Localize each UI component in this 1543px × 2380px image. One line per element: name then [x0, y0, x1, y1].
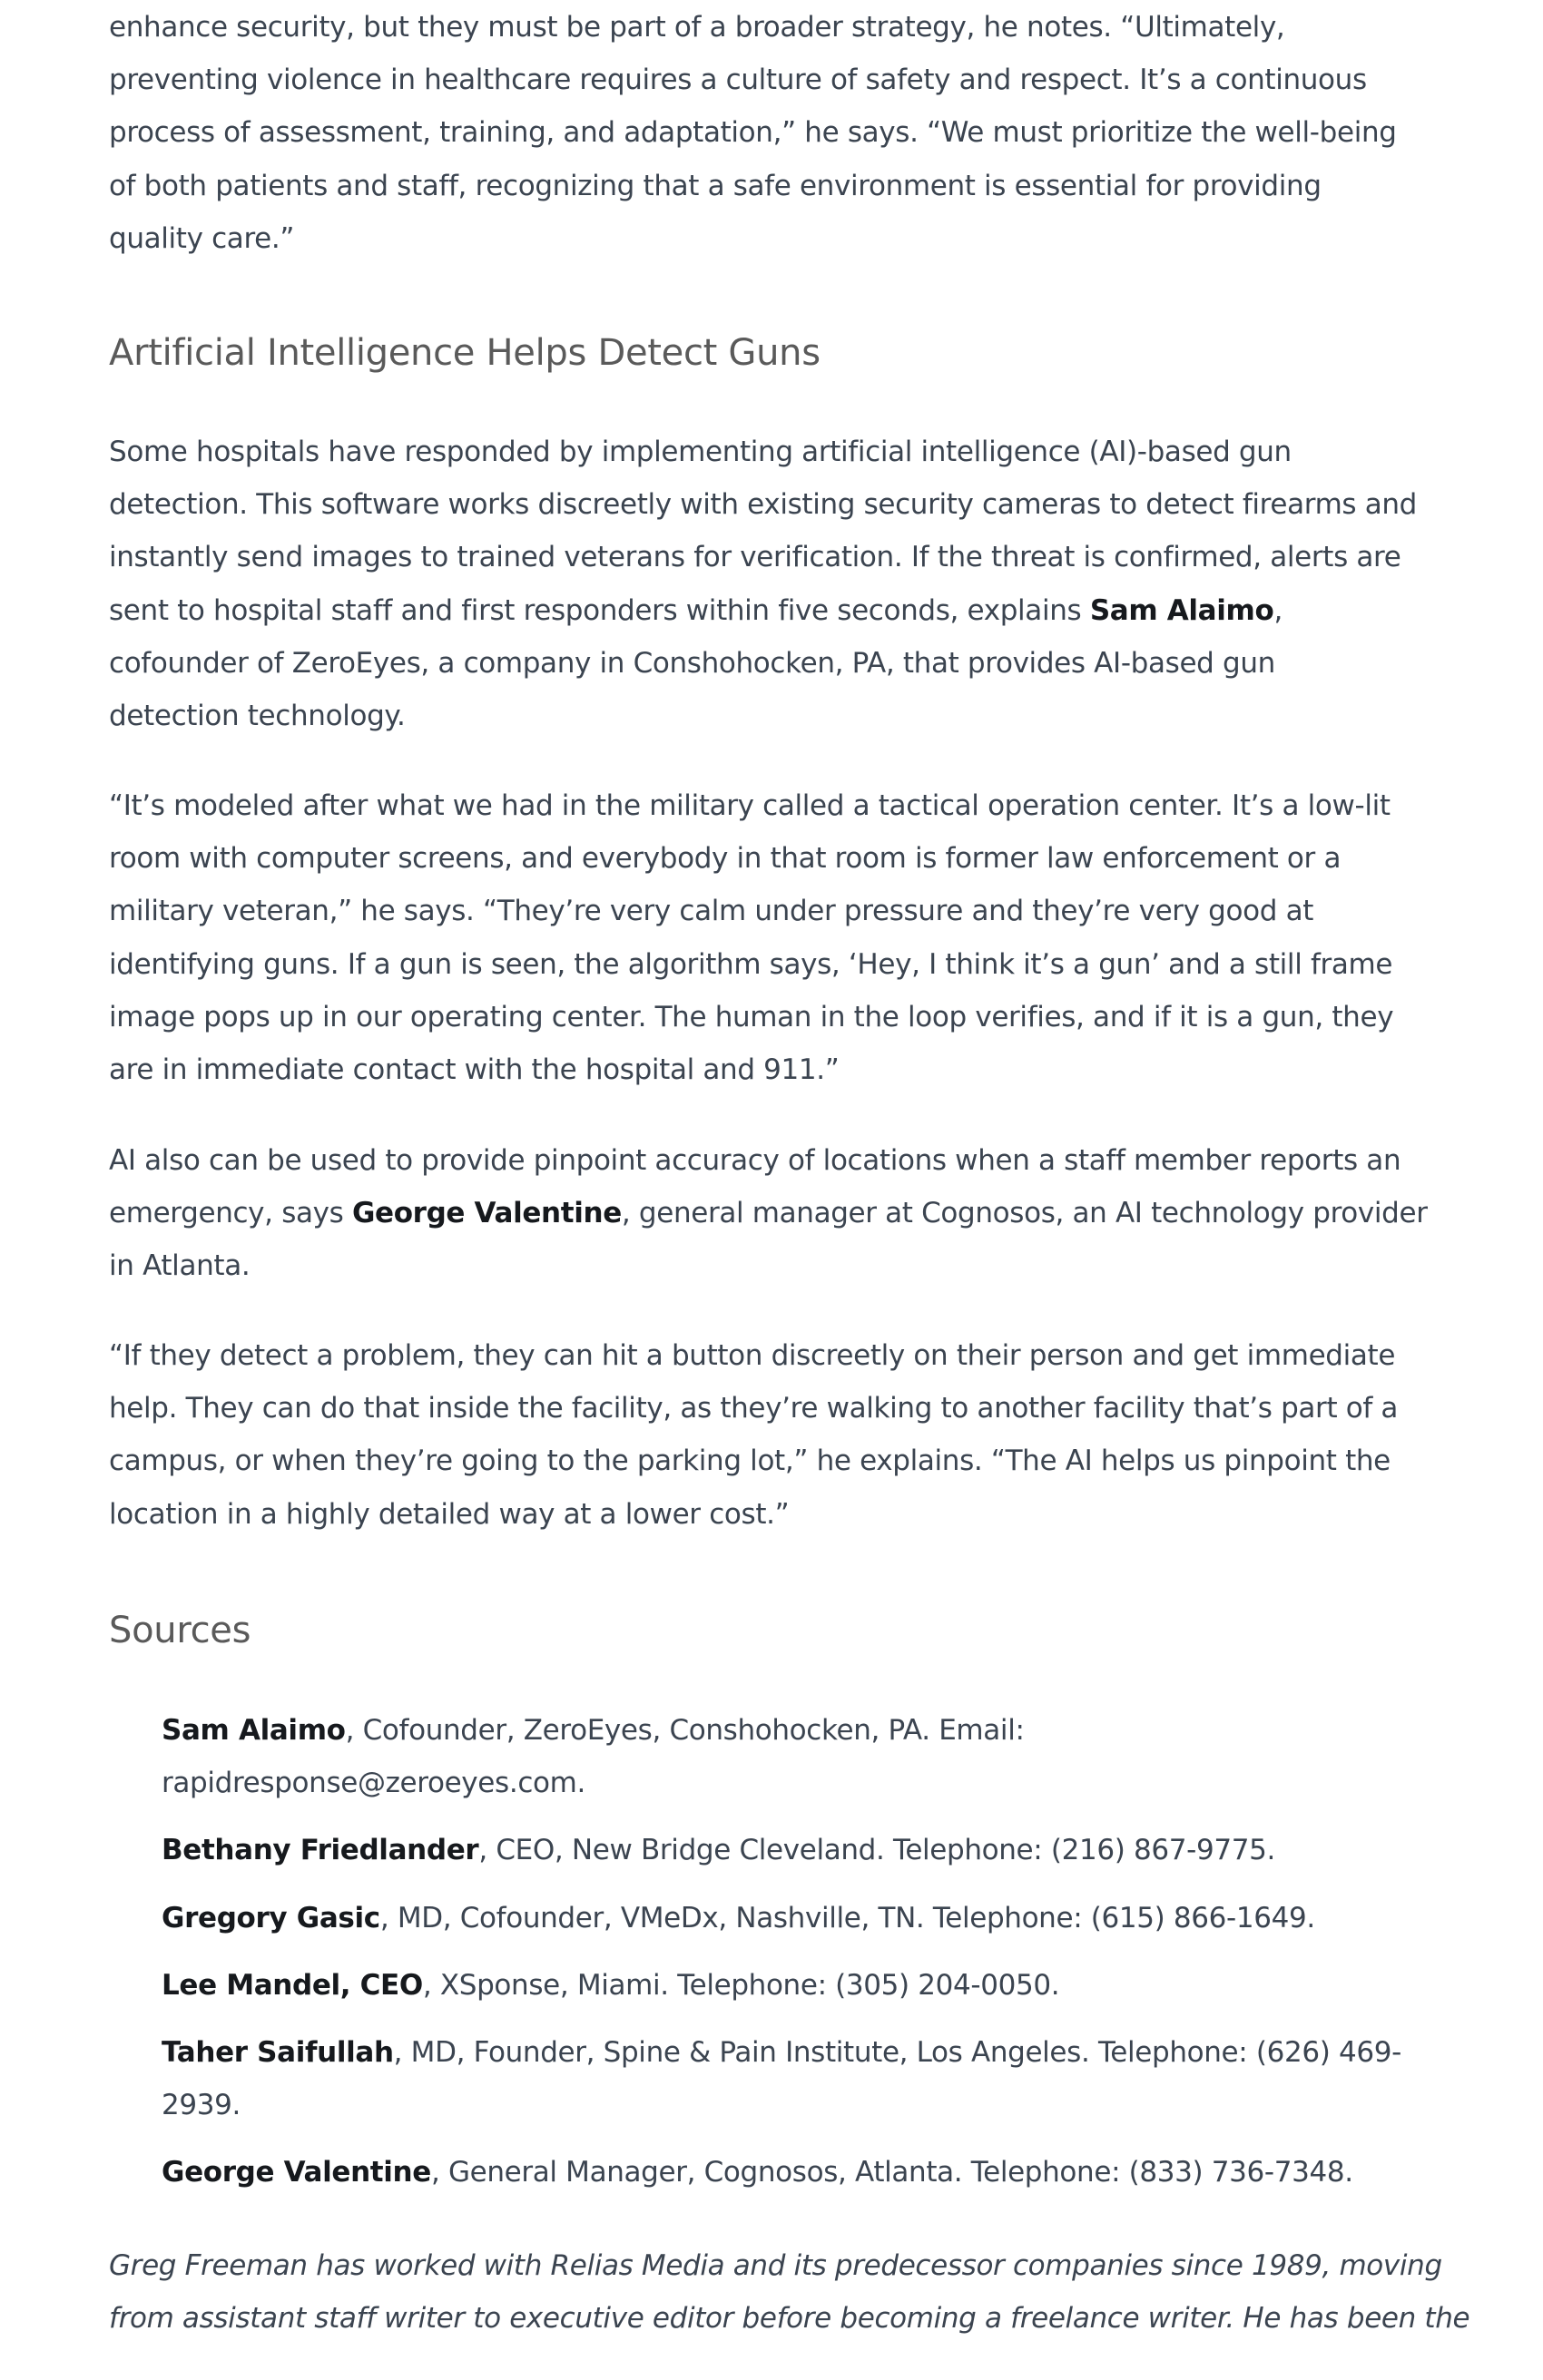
text-line	[162, 2026, 1401, 2079]
text-line: identifying guns. If a gun is seen, the algorithm says, ‘Hey, I think it’s a gun’ and a still frame	[109, 947, 1393, 981]
text-line: quality care.”	[109, 221, 295, 255]
source-details-continued: 2939.	[162, 2089, 241, 2122]
text-line: process of assessment, training, and adaptation,” he says. “We must prioritize the well-being	[109, 116, 1397, 150]
source-details: , Cofounder, ZeroEyes, Conshohocken, PA. Email:	[345, 1714, 1025, 1747]
person-name: George Valentine	[351, 1197, 622, 1230]
author-bio	[109, 2239, 1469, 2345]
text-line: cofounder of ZeroEyes, a company in Conshohocken, PA, that provides AI-based gun	[109, 646, 1275, 680]
source-name: Gregory Gasic	[162, 1901, 380, 1934]
source-details: , General Manager, Cognosos, Atlanta. Telephone: (833) 736-7348.	[430, 2156, 1353, 2189]
text-segment: , general manager at Cognosos, an AI technology provider	[621, 1197, 1428, 1230]
text-line: enhance security, but they must be part of a broader strategy, he notes. “Ultimately,	[109, 11, 1285, 44]
text-line: in Atlanta.	[109, 1249, 251, 1283]
text-line: of both patients and staff, recognizing that a safe environment is essential for providing	[109, 169, 1322, 202]
paragraph-quote-operation-center	[109, 779, 1393, 1096]
paragraph-location-accuracy	[109, 1134, 1428, 1293]
text-segment: sent to hospital staff and first responders within five seconds, explains	[109, 593, 1090, 627]
text-line: preventing violence in healthcare requires a culture of safety and respect. It’s a continuous	[109, 64, 1367, 97]
text-line	[162, 1959, 1401, 2012]
paragraph-quote-button	[109, 1329, 1398, 1541]
intro-paragraph	[109, 1, 1397, 265]
source-name: Bethany Friedlander	[162, 1834, 479, 1867]
text-line: instantly send images to trained veterans for verification. If the threat is confirmed, alerts are	[109, 541, 1401, 574]
source-email: rapidresponse@zeroeyes.com.	[162, 1767, 585, 1800]
text-line: detection. This software works discreetly with existing security cameras to detect firearms and	[109, 488, 1418, 522]
text-line: help. They can do that inside the facility, as they’re walking to another facility that’s part of a	[109, 1392, 1399, 1425]
sources-list	[162, 1704, 1401, 2199]
text-line: room with computer screens, and everybody in that room is former law enforcement or a	[109, 842, 1342, 876]
source-item	[162, 1892, 1401, 1944]
sources-heading: Sources	[109, 1610, 251, 1651]
source-details: , CEO, New Bridge Cleveland. Telephone: (216) 867-9775.	[478, 1834, 1275, 1867]
text-line: are in immediate contact with the hospital and 911.”	[109, 1053, 840, 1087]
text-segment: emergency, says	[109, 1197, 352, 1230]
text-line	[162, 2146, 1401, 2199]
source-item	[162, 1824, 1401, 1876]
text-line: location in a highly detailed way at a lower cost.”	[109, 1497, 790, 1531]
text-line: detection technology.	[109, 700, 406, 733]
text-line	[162, 1704, 1401, 1757]
text-line	[162, 1824, 1401, 1876]
source-details: , MD, Cofounder, VMeDx, Nashville, TN. Telephone: (615) 866-1649.	[379, 1901, 1315, 1934]
person-name: Sam Alaimo	[1089, 593, 1274, 627]
text-line: Some hospitals have responded by implementing artificial intelligence (AI)-based gun	[109, 436, 1292, 468]
source-details: , XSponse, Miami. Telephone: (305) 204-0050.	[422, 1968, 1060, 2002]
paragraph-ai-gun-detection	[109, 426, 1417, 742]
text-line	[109, 1187, 1428, 1239]
text-line: campus, or when they’re going to the parking lot,” he explains. “The AI helps us pinpoint the	[109, 1445, 1391, 1478]
source-item	[162, 1959, 1401, 2012]
text-line: image pops up in our operating center. The human in the loop verifies, and if it is a gun, they	[109, 1000, 1394, 1033]
source-item	[162, 2026, 1401, 2131]
source-details: , MD, Founder, Spine & Pain Institute, Los Angeles. Telephone: (626) 469-	[393, 2036, 1401, 2070]
source-item	[162, 2146, 1401, 2199]
text-line	[162, 1892, 1401, 1944]
text-segment: ,	[1273, 593, 1283, 627]
text-line: Greg Freeman has worked with Relias Media and its predecessor companies since 1989, moving	[109, 2249, 1442, 2282]
source-name: Sam Alaimo	[162, 1714, 346, 1747]
text-line: from assistant staff writer to executive editor before becoming a freelance writer. He has been the	[109, 2302, 1470, 2336]
source-item	[162, 1704, 1401, 1809]
text-line	[109, 584, 1417, 637]
source-name: Lee Mandel, CEO	[162, 1968, 423, 2002]
source-name: George Valentine	[162, 2156, 431, 2189]
text-line: AI also can be used to provide pinpoint accuracy of locations when a staff member reports an	[109, 1144, 1401, 1177]
text-line: military veteran,” he says. “They’re very calm under pressure and they’re very good at	[109, 895, 1314, 928]
source-name: Taher Saifullah	[162, 2036, 394, 2070]
text-line: “If they detect a problem, they can hit a button discreetly on their person and get immediate	[109, 1339, 1396, 1372]
section-heading: Artificial Intelligence Helps Detect Guns	[109, 332, 821, 374]
text-line: “It’s modeled after what we had in the military called a tactical operation center. It’s a low-lit	[109, 789, 1391, 822]
